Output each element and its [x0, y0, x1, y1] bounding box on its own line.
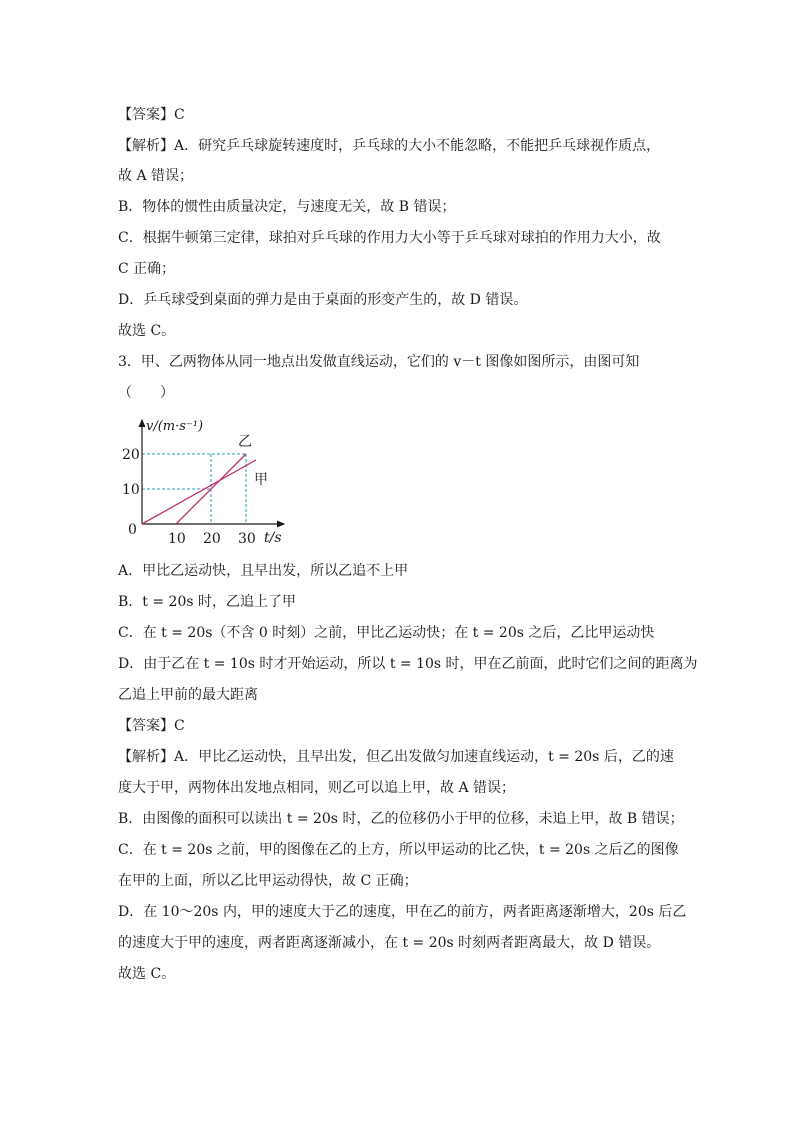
q3-analysis-line: 在甲的上面，所以乙比甲运动得快，故 C 正确；: [118, 873, 418, 889]
x-axis-label: t/s: [264, 530, 282, 546]
q2-analysis-line: 故选 C。: [118, 323, 176, 339]
label-yi: 乙: [238, 434, 252, 450]
q3-analysis-line: 【解析】A．甲比乙运动快，且早出发，但乙出发做匀加速直线运动，t = 20s 后，乙的速: [118, 749, 674, 765]
q2-analysis-line: B．物体的惯性由质量决定，与速度无关，故 B 错误；: [118, 199, 456, 215]
q2-analysis-line: 故 A 错误；: [118, 168, 194, 184]
x-tick-10: 10: [168, 531, 186, 547]
q3-analysis-line: B．由图像的面积可以读出 t = 20s 时，乙的位移仍小于甲的位移，未追上甲，故 B 错误；: [118, 811, 684, 827]
q2-analysis-line: C 正确；: [118, 261, 176, 277]
q3-option-c: C．在 t = 20s（不含 0 时刻）之前，甲比乙运动快；在 t = 20s 之后，乙比甲运动快: [118, 625, 655, 641]
q3-analysis-line: 的速度大于甲的速度，两者距离逐渐减小，在 t = 20s 时刻两者距离最大，故 D 错误。: [118, 935, 661, 951]
y-tick-10: 10: [122, 482, 140, 498]
label-jia: 甲: [254, 472, 268, 488]
q3-analysis-line: 故选 C。: [118, 966, 176, 982]
q3-answer: 【答案】C: [118, 718, 185, 734]
vt-graph-svg: [118, 412, 298, 548]
y-tick-20: 20: [122, 447, 140, 463]
q3-option-b: B．t = 20s 时，乙追上了甲: [118, 594, 296, 610]
q3-option-d-cont: 乙追上甲前的最大距离: [118, 687, 258, 703]
x-tick-20: 20: [203, 531, 221, 547]
origin-label: 0: [128, 522, 137, 538]
y-axis-label: v/(m·s⁻¹): [146, 419, 204, 434]
q3-analysis-line: D．在 10～20s 内，甲的速度大于乙的速度，甲在乙的前方，两者距离逐渐增大，20s 后乙: [118, 904, 687, 920]
line-jia: [142, 460, 256, 524]
q3-stem-line: （ ）: [118, 385, 174, 401]
q3-option-a: A．甲比乙运动快，且早出发，所以乙追不上甲: [118, 563, 409, 579]
q2-analysis-line: C．根据牛顿第三定律，球拍对乒乓球的作用力大小等于乒乓球对球拍的作用力大小，故: [118, 230, 661, 246]
q3-analysis-line: C．在 t = 20s 之前，甲的图像在乙的上方，所以甲运动的比乙快，t = 20s 之后乙的图像: [118, 842, 679, 858]
q3-analysis-line: 度大于甲，两物体出发地点相同，则乙可以追上甲，故 A 错误；: [118, 780, 516, 796]
q2-analysis-line: 【解析】A．研究乒乓球旋转速度时，乒乓球的大小不能忽略，不能把乒乓球视作质点，: [118, 138, 661, 154]
q2-analysis-line: D．乒乓球受到桌面的弹力是由于桌面的形变产生的，故 D 错误。: [118, 292, 528, 308]
q3-stem-line: 3．甲、乙两物体从同一地点出发做直线运动，它们的 v－t 图像如图所示，由图可知: [118, 354, 640, 370]
x-tick-30: 30: [238, 531, 256, 547]
q2-answer: 【答案】C: [118, 107, 185, 123]
vt-graph: [118, 412, 298, 548]
q3-option-d: D．由于乙在 t = 10s 时才开始运动，所以 t = 10s 时，甲在乙前面，此时它们之间的距离为: [118, 656, 698, 672]
